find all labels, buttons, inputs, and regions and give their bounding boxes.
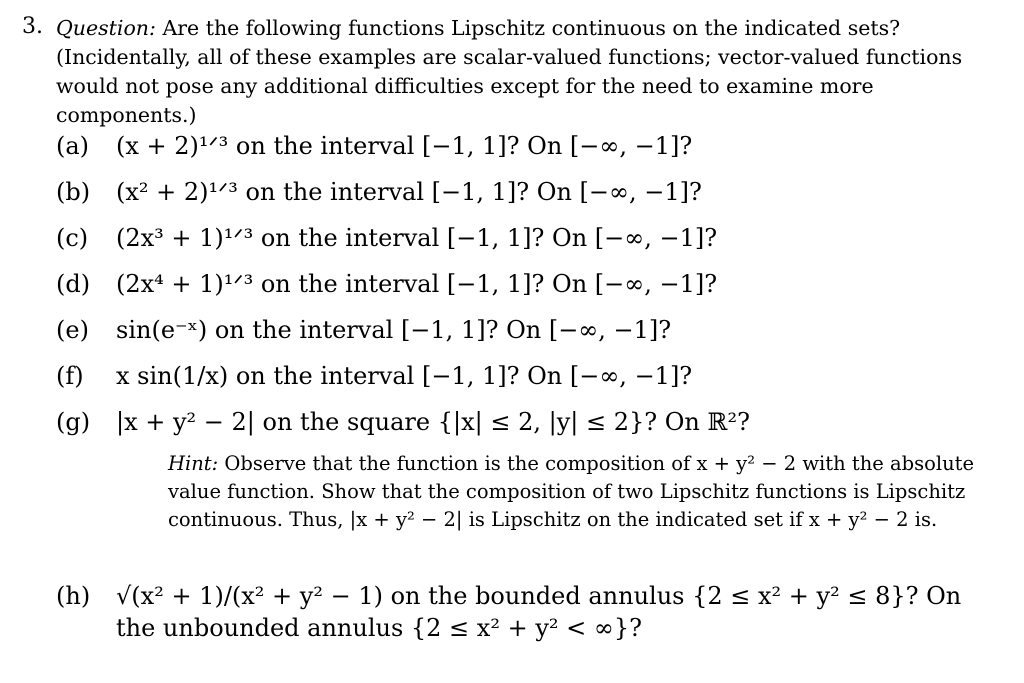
- item-h: [56, 580, 996, 660]
- item-e: [56, 314, 996, 360]
- hint-label: Hint:: [168, 452, 219, 475]
- hint-text: Observe that the function is the composition of x + y² − 2 with the absolute value function. Show that the composition of two Lipschitz functions is Lipschitz continuous. Thus, |x + y² − 2| is Lipschitz on the indicated set if x + y² − 2 is.: [168, 452, 975, 531]
- item-tag: (f): [56, 362, 84, 390]
- item-tag: (a): [56, 132, 90, 160]
- item-text: |x + y² − 2| on the square {|x| ≤ 2, |y| ≤ 2}? On ℝ²?: [116, 408, 750, 436]
- item-d: [56, 268, 996, 314]
- item-text: x sin(1/x) on the interval [−1, 1]? On [−∞, −1]?: [116, 362, 693, 390]
- item-text: sin(e⁻ˣ) on the interval [−1, 1]? On [−∞, −1]?: [116, 316, 672, 344]
- hint-block: [168, 450, 990, 534]
- item-c: [56, 222, 996, 268]
- item-f: [56, 360, 996, 406]
- question-items: [56, 130, 996, 660]
- item-tag: (h): [56, 582, 91, 610]
- item-b: [56, 176, 996, 222]
- question-text: Are the following functions Lipschitz continuous on the indicated sets? (Incidentally, all of these examples are scalar-valued functions; vector-valued functions would not pose any additional difficulties except for the need to examine more components.): [56, 16, 963, 127]
- item-tag: (b): [56, 178, 91, 206]
- item-text: (x² + 2)¹ᐟ³ on the interval [−1, 1]? On [−∞, −1]?: [116, 178, 702, 206]
- question-intro: [56, 14, 996, 130]
- item-tag: (g): [56, 408, 91, 436]
- item-text: (x + 2)¹ᐟ³ on the interval [−1, 1]? On [−∞, −1]?: [116, 132, 693, 160]
- item-tag: (e): [56, 316, 89, 344]
- item-text: (2x³ + 1)¹ᐟ³ on the interval [−1, 1]? On [−∞, −1]?: [116, 224, 718, 252]
- item-a: [56, 130, 996, 176]
- item-text: √(x² + 1)/(x² + y² − 1) on the bounded annulus {2 ≤ x² + y² ≤ 8}? On the unbounded annulus {2 ≤ x² + y² < ∞}?: [116, 582, 962, 642]
- question-number: 3.: [22, 14, 43, 39]
- item-tag: (d): [56, 270, 91, 298]
- question-label: Question:: [56, 16, 156, 40]
- item-tag: (c): [56, 224, 89, 252]
- item-text: (2x⁴ + 1)¹ᐟ³ on the interval [−1, 1]? On [−∞, −1]?: [116, 270, 718, 298]
- item-g: [56, 406, 996, 580]
